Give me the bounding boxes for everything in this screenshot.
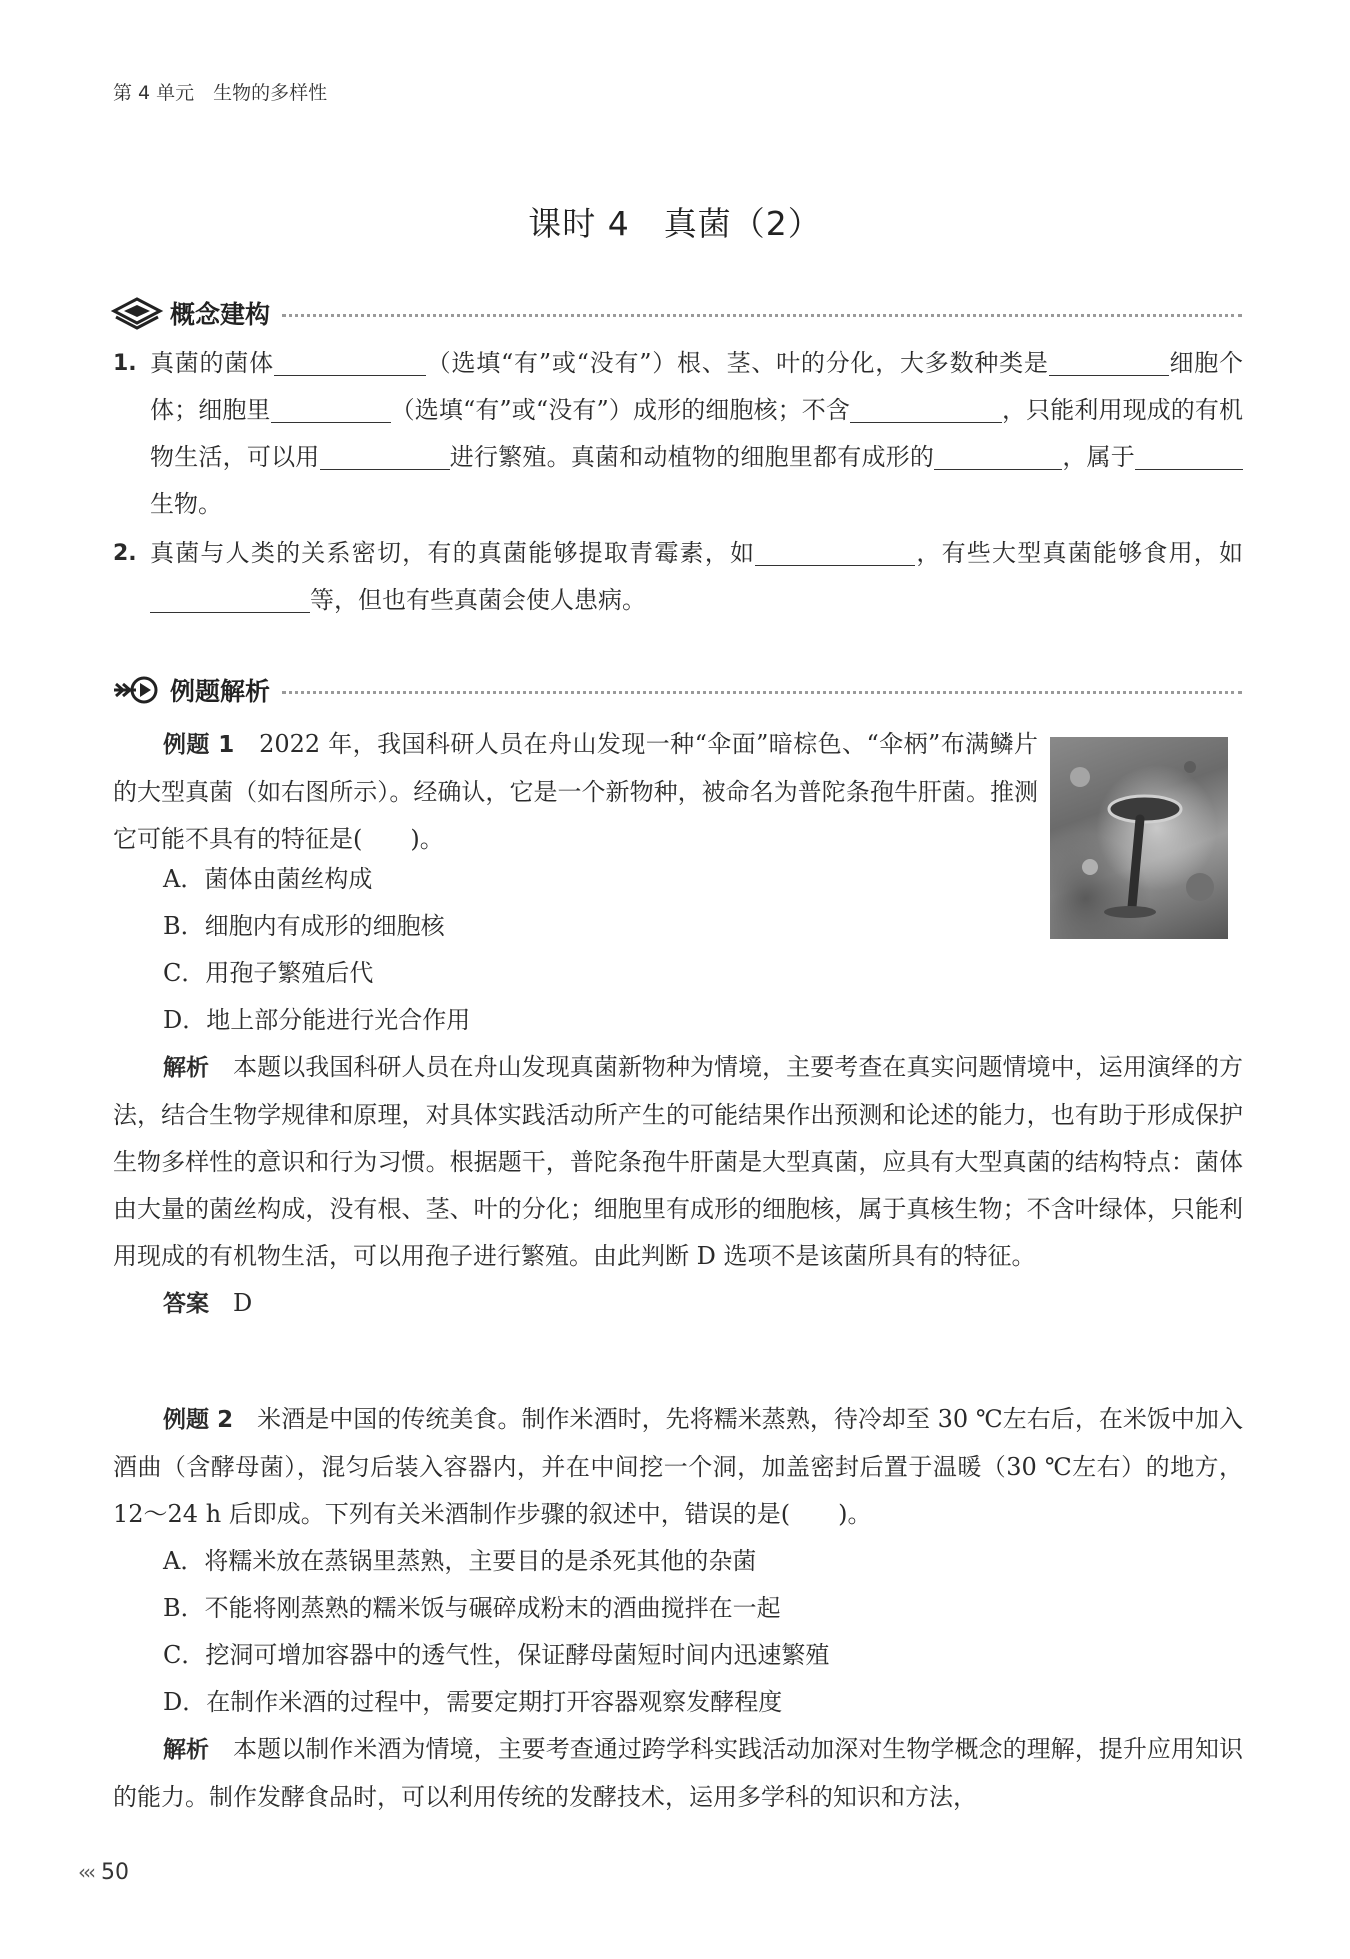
question-number: 1. — [113, 351, 137, 376]
fill-blank[interactable] — [274, 347, 426, 376]
example-stem-text: 米酒是中国的传统美食。制作米酒时，先将糯米蒸熟，待冷却至 30 ℃左右后，在米饭中加入酒曲（含酵母菌），混匀后装入容器内，并在中间挖一个洞，加盖密封后置于温暖（30 ℃左右）的地方，12～24 h 后即成。下列有关米酒制作步骤的叙述中，错误的是( )。 — [113, 1405, 1243, 1528]
analysis-text: 本题以制作米酒为情境，主要考查通过跨学科实践活动加深对生物学概念的理解，提升应用知识的能力。制作发酵食品时，可以利用传统的发酵技术，运用多学科的知识和方法， — [113, 1735, 1244, 1811]
example-label: 例题 2 — [163, 1407, 234, 1433]
option-d[interactable]: D．在制作米酒的过程中，需要定期打开容器观察发酵程度 — [163, 1688, 783, 1716]
fill-blank[interactable] — [1049, 347, 1169, 376]
question-text: ，只能利用现成的有机物生活，可以用 — [150, 396, 1244, 471]
examples-section-heading — [110, 670, 1242, 710]
play-arrow-icon — [110, 672, 164, 708]
page-number: 50 — [101, 1860, 129, 1885]
fill-blank[interactable] — [320, 441, 450, 470]
question-text: 生物。 — [150, 490, 222, 518]
chevrons-icon: ‹‹‹ — [78, 1860, 93, 1884]
question-text: ，有些大型真菌能够食用，如 — [915, 539, 1243, 567]
question-2 — [113, 530, 1243, 624]
question-text: 等，但也有些真菌会使人患病。 — [310, 586, 646, 614]
option-b[interactable]: B．细胞内有成形的细胞核 — [163, 912, 445, 940]
analysis-label: 解析 — [163, 1737, 210, 1763]
fill-blank[interactable] — [271, 394, 391, 423]
section-divider — [282, 314, 1242, 317]
question-text: （选填“有”或“没有”）根、茎、叶的分化，大多数种类是 — [425, 349, 1049, 377]
example-1-options — [113, 856, 1243, 1044]
question-text: （选填“有”或“没有”）成形的细胞核；不含 — [390, 396, 850, 424]
concept-heading-label: 概念建构 — [170, 300, 271, 329]
option-a[interactable]: A．将糯米放在蒸锅里蒸熟，主要目的是杀死其他的杂菌 — [163, 1547, 757, 1575]
page-title: 课时 4 真菌（2） — [528, 204, 822, 243]
example-2-analysis — [113, 1726, 1243, 1821]
option-a[interactable]: A．菌体由菌丝构成 — [163, 865, 373, 893]
answer-label: 答案 — [163, 1291, 209, 1317]
option-b[interactable]: B．不能将刚蒸熟的糯米饭与碾碎成粉末的酒曲搅拌在一起 — [163, 1594, 781, 1622]
fill-blank[interactable] — [755, 537, 915, 566]
example-stem-text: 2022 年，我国科研人员在舟山发现一种“伞面”暗棕色、“伞柄”布满鳞片的大型真菌（如右图所示）。经确认，它是一个新物种，被命名为普陀条孢牛肝菌。推测它可能不具有的特征是( )。 — [113, 730, 1038, 853]
question-text: 细胞个体；细胞里 — [150, 349, 1244, 424]
question-text: 真菌的菌体 — [150, 349, 274, 377]
analysis-text: 本题以我国科研人员在舟山发现真菌新物种为情境，主要考查在真实问题情境中，运用演绎的方法，结合生物学规律和原理，对具体实践活动所产生的可能结果作出预测和论述的能力，也有助于形成保护生物多样性的意识和行为习惯。根据题干，普陀条孢牛肝菌是大型真菌，应具有大型真菌的结构特点：菌体由大量的菌丝构成，没有根、茎、叶的分化；细胞里有成形的细胞核，属于真核生物；不含叶绿体，只能利用现成的有机物生活，可以用孢子进行繁殖。由此判断 D 选项不是该菌所具有的特征。 — [113, 1053, 1244, 1270]
unit-header: 第 4 单元 生物的多样性 — [113, 82, 328, 104]
fill-blank[interactable] — [1135, 441, 1243, 470]
example-1-analysis — [113, 1044, 1243, 1328]
question-1 — [113, 340, 1243, 528]
analysis-label: 解析 — [163, 1055, 210, 1081]
option-d[interactable]: D．地上部分能进行光合作用 — [163, 1006, 471, 1034]
section-divider — [282, 691, 1242, 694]
option-c[interactable]: C．挖洞可增加容器中的透气性，保证酵母菌短时间内迅速繁殖 — [163, 1641, 830, 1669]
page-footer — [78, 1860, 129, 1885]
question-number: 2. — [113, 541, 137, 566]
question-text: ，属于 — [1062, 443, 1135, 471]
concept-questions — [113, 340, 1243, 624]
layers-icon — [110, 295, 164, 331]
example-1-stem — [113, 721, 1038, 863]
concept-section-heading — [110, 293, 1242, 333]
question-text: 真菌与人类的关系密切，有的真菌能够提取青霉素，如 — [150, 539, 756, 567]
fill-blank[interactable] — [934, 441, 1062, 470]
examples-heading-label: 例题解析 — [170, 677, 271, 706]
option-c[interactable]: C．用孢子繁殖后代 — [163, 959, 374, 987]
example-2-stem — [113, 1396, 1243, 1538]
fill-blank[interactable] — [150, 584, 310, 613]
example-label: 例题 1 — [163, 732, 235, 758]
answer-value: D — [233, 1289, 253, 1317]
answer-line — [113, 1280, 1243, 1328]
fill-blank[interactable] — [850, 394, 1002, 423]
question-text: 进行繁殖。真菌和动植物的细胞里都有成形的 — [449, 443, 935, 471]
example-2 — [113, 1396, 1243, 1821]
